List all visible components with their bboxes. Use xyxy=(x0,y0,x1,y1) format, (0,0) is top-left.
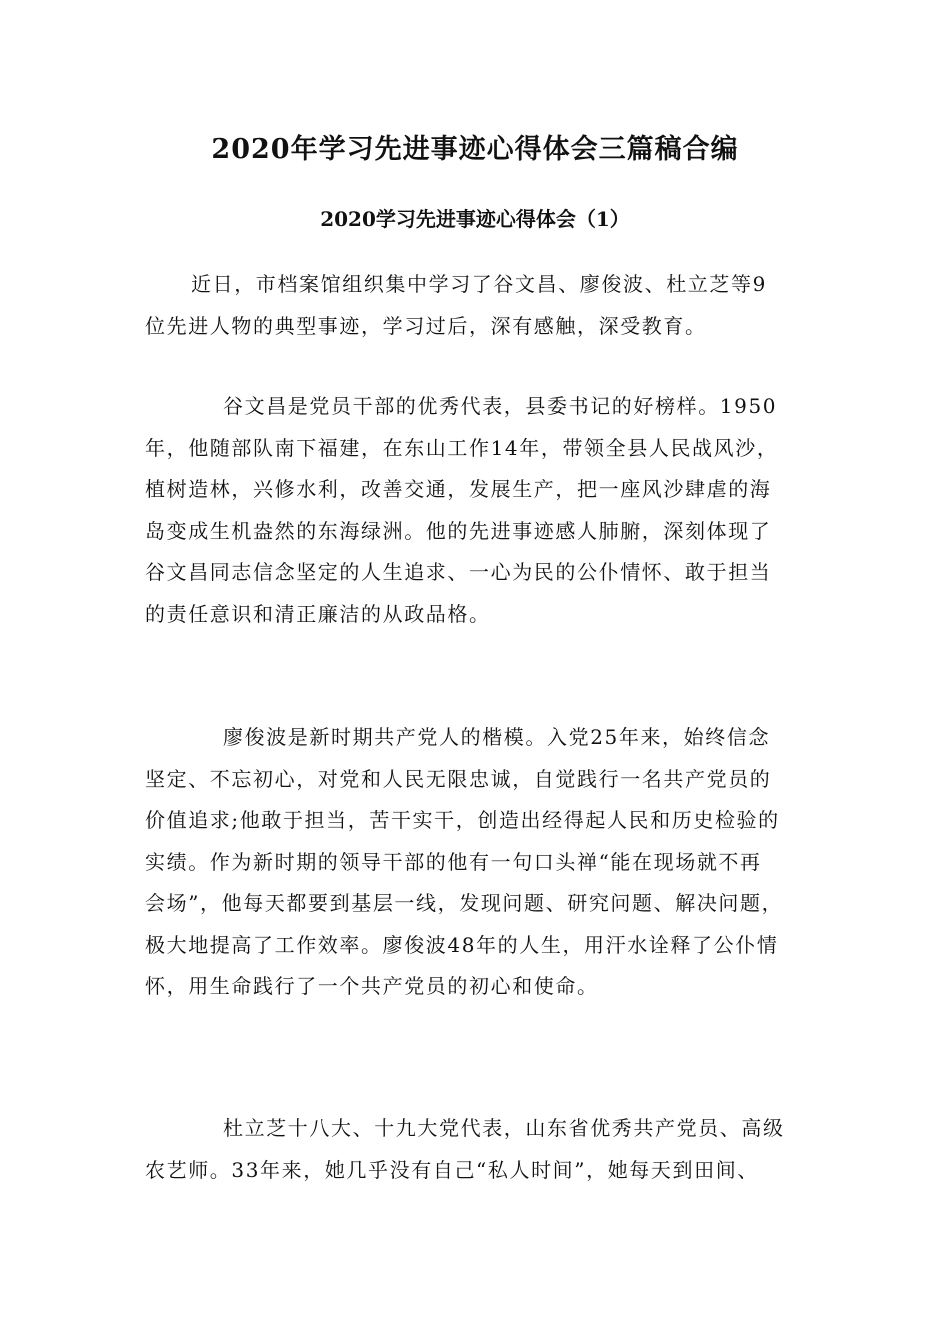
paragraph-1 xyxy=(145,264,807,347)
document-title: 2020年学习先进事迹心得体会三篇稿合编 xyxy=(211,134,739,165)
paragraph-line: 年，他随部队南下福建，在东山工作14年，带领全县人民战风沙， xyxy=(145,435,779,460)
paragraph-line: 农艺师。33年来，她几乎没有自己“私人时间”，她每天到田间、 xyxy=(145,1157,759,1182)
paragraph-4 xyxy=(145,1108,807,1191)
paragraph-line: 实绩。作为新时期的领导干部的他有一句口头禅“能在现场就不再 xyxy=(145,849,762,874)
paragraph-line: 怀，用生命践行了一个共产党员的初心和使命。 xyxy=(145,974,599,998)
paragraph-line: 谷文昌同志信念坚定的人生追求、一心为民的公仆情怀、敢于担当 xyxy=(145,560,772,584)
paragraph-line: 岛变成生机盎然的东海绿洲。他的先进事迹感人肺腑，深刻体现了 xyxy=(145,518,772,543)
paragraph-line: 廖俊波是新时期共产党人的楷模。入党25年来，始终信念 xyxy=(223,725,771,749)
paragraph-2 xyxy=(145,386,807,635)
paragraph-3 xyxy=(145,717,807,1008)
paragraph-line: 极大地提高了工作效率。廖俊波48年的人生，用汗水诠释了公仆情 xyxy=(145,932,779,957)
paragraph-line: 谷文昌是党员干部的优秀代表，县委书记的好榜样。1950 xyxy=(223,394,778,418)
paragraph-line: 坚定、不忘初心，对党和人民无限忠诚，自觉践行一名共产党员的 xyxy=(145,766,772,791)
paragraph-line: 杜立芝十八大、十九大党代表，山东省优秀共产党员、高级 xyxy=(223,1116,785,1140)
paragraph-line: 价值追求;他敢于担当，苦干实干，创造出经得起人民和历史检验的 xyxy=(145,808,780,832)
paragraph-line: 位先进人物的典型事迹，学习过后，深有感触，深受教育。 xyxy=(145,313,707,338)
section-title: 2020学习先进事迹心得体会（1） xyxy=(320,207,630,231)
paragraph-line: 会场”，他每天都要到基层一线，发现问题、研究问题、解决问题， xyxy=(145,891,784,915)
paragraph-line: 植树造林，兴修水利，改善交通，发展生产，把一座风沙肆虐的海 xyxy=(145,477,772,501)
paragraph-line: 的责任意识和清正廉洁的从政品格。 xyxy=(145,601,491,626)
paragraph-line: 近日，市档案馆组织集中学习了谷文昌、廖俊波、杜立芝等9 xyxy=(191,272,767,296)
